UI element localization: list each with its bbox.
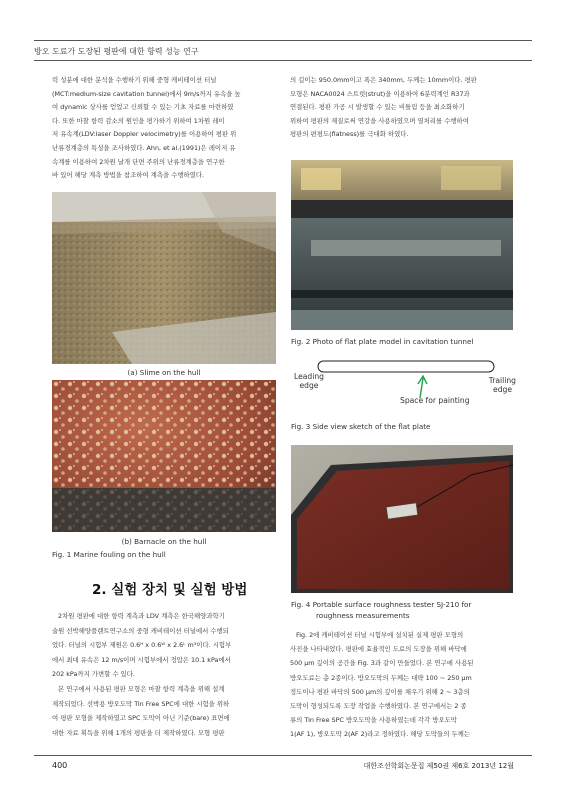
page-number: 400 <box>52 761 68 770</box>
paragraph-line: 속계를 이용하여 2차원 날개 단면 주위의 난류경계층을 연구한 <box>52 157 225 166</box>
right-column-bottom-text <box>290 628 514 742</box>
trailing-edge-label <box>466 376 516 394</box>
paragraph-line: 모형은 NACA0024 스트럿(strut)을 이용하여 6분력계인 R37과 <box>290 89 470 98</box>
paragraph-line: 여 dynamic 상사를 얻었고 신뢰할 수 있는 기초 자료를 마련하였 <box>52 103 234 112</box>
fig1a-caption: (a) Slime on the hull <box>127 368 201 377</box>
paragraph-line: 력 성분에 대한 분석을 수행하기 위해 중형 캐비테이션 터널 <box>52 76 217 84</box>
fig3-caption: Fig. 3 Side view sketch of the flat plate <box>291 422 431 431</box>
left-column-top-text <box>52 74 274 183</box>
paragraph-line: (MCT:medium-size cavitation tunnel)에서 9m/s까지 유속을 높 <box>52 89 241 98</box>
trailing-label-line2: edge <box>493 385 512 394</box>
space-for-painting-label: Space for painting <box>400 396 470 405</box>
fig4-caption-line2: roughness measurements <box>316 611 410 620</box>
paragraph-line: 바 있어 해당 계측 방법을 참조하여 계측을 수행하였다. <box>52 171 205 180</box>
paragraph-line: 2차원 평판에 대한 항력 계측과 LDV 계측은 한국해양과학기 <box>58 612 225 620</box>
running-title: 방오 도료가 도장된 평판에 대한 항력 성능 연구 <box>34 47 199 56</box>
paragraph-line: 저 유속계(LDV:laser Doppler velocimetry)를 이용하여 평판 위 <box>52 130 237 139</box>
paragraph-line: 방오도료는 총 2종이다. 방오도막의 두께는 대략 100 ~ 250 μm <box>290 673 472 682</box>
paragraph-line: 다. 또한 마찰 항력 감소의 원인을 평가하기 위하여 1차원 레이 <box>52 116 225 125</box>
paragraph-line: 술원 선박해양플랜트연구소의 중형 캐비테이션 터널에서 수행되 <box>52 626 229 635</box>
leading-label-line2: edge <box>299 381 319 390</box>
paragraph-line: 난류경계층의 특성을 조사하였다. Ahn, et al.(1991)은 레이저 유 <box>52 143 236 152</box>
fig1b-caption: (b) Barnacle on the hull <box>121 537 207 546</box>
paragraph-line: Fig. 2에 캐비테이션 터널 시험부에 설치된 실제 평판 모형의 <box>296 631 464 639</box>
paragraph-line: 의 길이는 950.0mm이고 폭은 340mm, 두께는 10mm이다. 평판 <box>290 76 477 84</box>
fig4-caption-line1: Fig. 4 Portable surface roughness tester SJ-210 for <box>291 600 472 609</box>
leading-label-line1: Leading <box>294 372 324 381</box>
left-column-bottom-text <box>52 609 274 740</box>
header-rule <box>34 60 532 61</box>
paragraph-line: 류의 Tin Free SPC 방오도막을 사용하였는데 각각 방오도막 <box>290 716 457 725</box>
plate-outline <box>318 361 494 372</box>
paragraph-line: 연결된다. 평판 가공 시 발생할 수 있는 비틀림 등을 최소화하기 <box>290 103 465 112</box>
paragraph-line: 대한 자료 획득을 위해 1개의 평판을 더 제작하였다. 모형 평판 <box>52 728 225 737</box>
journal-citation: 대한조선학회논문집 제50권 제6호 2013년 12월 <box>363 762 514 770</box>
footer-rule <box>34 755 532 756</box>
paragraph-line: 에서 최대 유속은 12 m/s이며 시험부에서 정압은 10.1 kPa에서 <box>52 655 231 664</box>
paragraph-line: 었다. 터널의 시험부 제원은 0.6ᴴ x 0.6ᵂ x 2.6ᴸ m³이다. 시험부 <box>52 641 232 650</box>
paragraph-line: 위하여 평판의 재질로써 연강을 사용하였으며 열처리를 수행하여 <box>290 116 469 125</box>
paragraph-line: 제작되었다. 선박용 방오도막 Tin Free SPC에 대한 시험을 위하 <box>52 699 230 708</box>
slime-photo <box>52 192 276 364</box>
right-column-top-text <box>290 74 514 142</box>
paragraph-line: 202 kPa까지 가변할 수 있다. <box>52 670 135 679</box>
roughness-tester-photo <box>291 445 513 593</box>
paragraph-line: 도막이 형성되도록 도장 작업을 수행하였다. 본 연구에서는 2 종 <box>290 702 467 711</box>
paragraph-line: 사진을 나타내었다. 평판에 효율적인 도료의 도장을 위해 바닥에 <box>290 645 467 654</box>
barnacle-photo <box>52 380 276 532</box>
top-rule <box>34 40 532 41</box>
leading-edge-label <box>290 372 328 390</box>
paragraph-line: 1(AF 1), 방오도막 2(AF 2)라고 정하였다. 해당 도막들의 두께는 <box>290 730 470 739</box>
paragraph-line: 평판의 편평도(flatness)를 극대화 하였다. <box>290 130 409 139</box>
tunnel-photo <box>291 160 513 330</box>
trailing-label-line1: Trailing <box>488 376 516 385</box>
paragraph-line: 정도이나 평판 바닥의 500 μm의 깊이를 채우기 위해 2 ~ 3층의 <box>290 687 470 696</box>
flat-plate-sketch <box>290 358 516 410</box>
section-title: 2. 실험 장치 및 실험 방법 <box>92 582 248 598</box>
paragraph-line: 여 평판 모형을 제작하였고 SPC 도막이 아닌 기준(bare) 표면에 <box>52 714 230 723</box>
paragraph-line: 본 연구에서 사용된 평판 모형은 마찰 항력 계측을 위해 설계 <box>58 684 225 693</box>
fig2-caption: Fig. 2 Photo of flat plate model in cavitation tunnel <box>291 337 474 346</box>
fig1-caption: Fig. 1 Marine fouling on the hull <box>52 550 166 559</box>
paragraph-line: 500 μm 깊이의 공간을 Fig. 3과 같이 만들었다. 본 연구에 사용된 <box>290 659 474 668</box>
